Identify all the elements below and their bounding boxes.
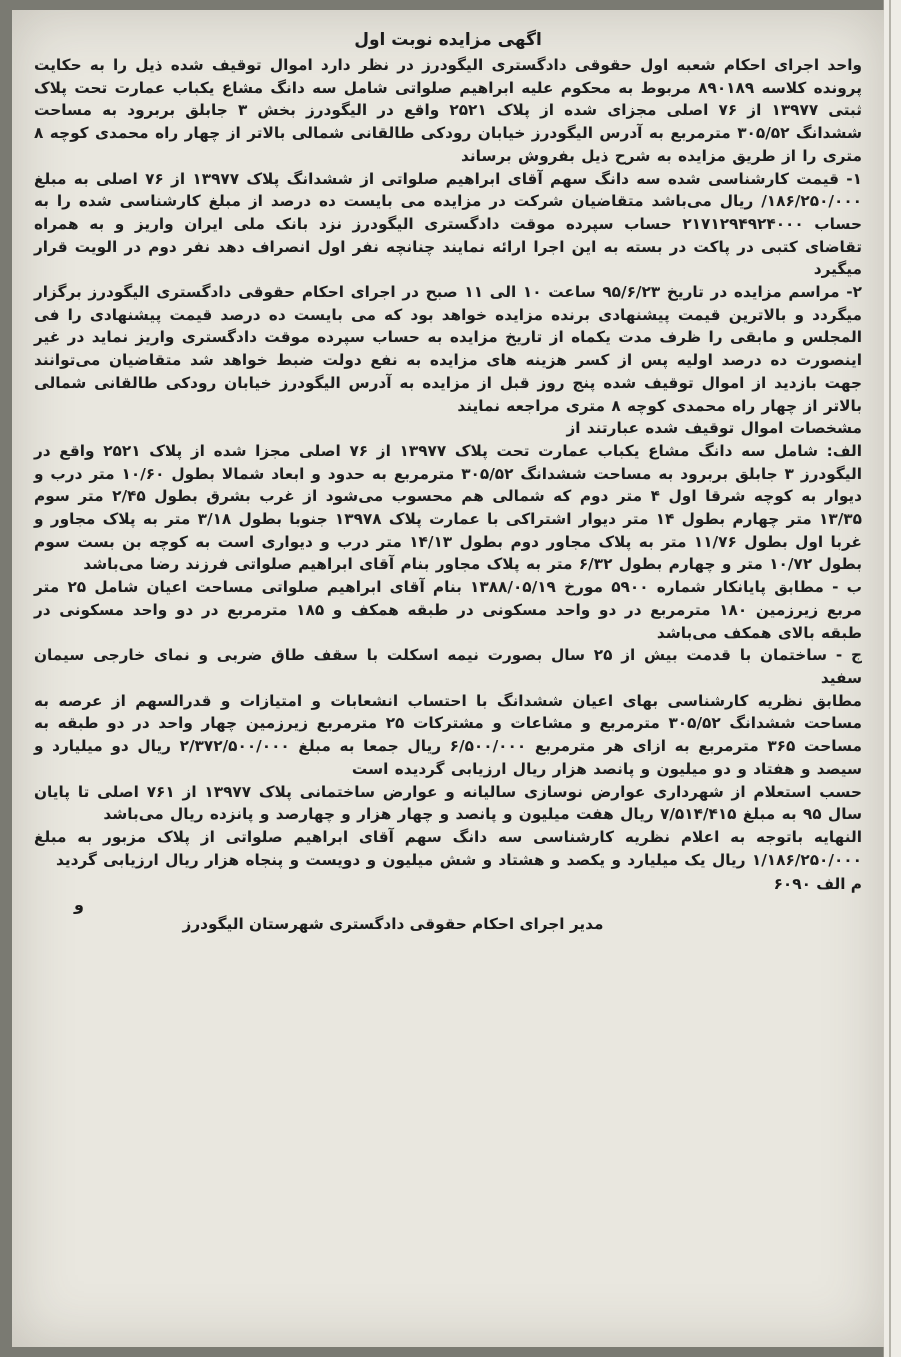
property-specs-heading: مشخصات اموال توقیف شده عبارتند از	[566, 419, 862, 438]
municipality-paragraph: حسب استعلام از شهرداری عوارض نوسازی سالیانه و عوارض ساختمانی پلاک ۱۳۹۷۷ از ۷۶۱ اصلی تا پایان سال ۹۵ به مبلغ ۷/۵۱۴/۴۱۵ ریال هفت میلیون و پانصد و چهار هزار و چهارصد و پانزده ریال می‌باشد	[34, 782, 862, 824]
clause-2-paragraph: ۲- مراسم مزایده در تاریخ ۹۵/۶/۲۳ ساعت ۱۰ الی ۱۱ صبح در اجرای احکام حقوقی دادگستری الیگودرز برگزار میگردد و بالاترین قیمت پیشنهادی برنده مزایده خواهد بود که می بایست ده درصد قیمت پیشنهادی را فی المجلس و مابقی را ظرف مدت یکماه از تاریخ مزایده به حساب سپرده موقت دادگستری واریز نماید در غیر اینصورت ده درصد اولیه پس از کسر هزینه های مزایده به نفع دولت ضبط خواهد شد متقاضیان می‌توانند جهت بازدید از اموال توقیف شده پنج روز قبل از مزایده به آدرس الیگودرز خیابان رودکی طالقانی شمالی بالاتر از چهار راه محمدی کوچه ۸ متری مراجعه نمایند	[34, 283, 862, 415]
clause-be-paragraph: ب - مطابق پایانکار شماره ۵۹۰۰ مورخ ۱۳۸۸/۰۵/۱۹ بنام آقای ابراهیم صلواتی مساحت اعیان شامل ۲۵ متر مربع زیرزمین ۱۸۰ مترمربع در دو واحد مسکونی در طبقه همکف و ۱۸۵ مترمربع در دو واحد مسکونی در طبقه بالای همکف می‌باشد	[34, 578, 863, 642]
signature-text: مدیر اجرای احکام حقوقی دادگستری شهرستان الیگودرز	[182, 915, 604, 934]
signature-block	[34, 895, 862, 939]
valuation-paragraph: مطابق نظریه کارشناسی بهای اعیان ششدانگ با احتساب انشعابات و امتیازات و قدرالسهم از عرصه به مساحت ششدانگ ۳۰۵/۵۲ مترمربع و مشاعات و مشترکات ۲۵ مترمربع زیرزمین چهار واحد در دو طبقه به مساحت ۳۶۵ مترمربع به ازای هر مترمربع ۶/۵۰۰/۰۰۰ ریال جمعا به مبلغ ۲/۳۷۲/۵۰۰/۰۰۰ ریال دو میلیارد و سیصد و هفتاد و دو میلیون و پانصد هزار ریال ارزیابی گردیده است	[34, 691, 863, 778]
clause-1-paragraph: ۱- قیمت کارشناسی شده سه دانگ سهم آقای ابراهیم صلواتی از ششدانگ پلاک ۱۳۹۷۷ از ۷۶ اصلی به مبلغ ۱۸۶/۲۵۰/۰۰۰/ ریال می‌باشد متقاضیان شرکت در مزایده می بایست ده درصد از مبلغ کارشناسی شده را به حساب ۲۱۷۱۲۹۴۹۲۴۰۰۰ حساب سپرده موقت دادگستری الیگودرز نزد بانک ملی ایران واریز و به همراه تقاضای کتبی در پاکت در بسته به این اجرا ارائه نمایند چنانچه نفر اول انصراف دهد نفر دوم در الویت قرار میگیرد	[34, 169, 863, 279]
notice-title: اگهی مزایده نوبت اول	[354, 30, 542, 50]
page-edge	[883, 0, 901, 1357]
intro-paragraph: واحد اجرای احکام شعبه اول حقوقی دادگستری الیگودرز در نظر دارد اموال توقیف شده ذیل را به حکایت پرونده کلاسه ۸۹۰۱۸۹ مربوط به محکوم علیه ابراهیم صلواتی شامل سه دانگ مشاع یکباب عمارت تحت پلاک ثبتی ۱۳۹۷۷ از ۷۶ اصلی مجزای شده از پلاک ۲۵۲۱ واقع در الیگودرز بخش ۳ جابلق بربرود به مساحت ششدانگ ۳۰۵/۵۲ مترمربع به آدرس الیگودرز خیابان رودکی طالقانی شمالی بالاتر از چهار راه محمدی کوچه ۸ متری را از طریق مزایده به شرح ذیل بفروش برساند	[34, 56, 863, 165]
clause-jim-paragraph: ج - ساختمان با قدمت بیش از ۲۵ سال بصورت نیمه اسکلت با سقف طاق ضربی و نمای خارجی سیمان سفید	[34, 646, 862, 687]
signature-initial: و	[74, 895, 84, 915]
clause-alef-paragraph: الف: شامل سه دانگ مشاع یکباب عمارت تحت پلاک ۱۳۹۷۷ از ۷۶ اصلی مجزا شده از پلاک ۲۵۲۱ واقع در الیگودرز ۳ جابلق بربرود به مساحت ششدانگ ۳۰۵/۵۲ مترمربع به حدود و ابعاد شمالا بطول ۱۰/۶۰ متر درب و دیوار به کوچه شرقا اول ۴ متر دوم که شمالی هم محسوب می‌شود از غرب بشرق بطول ۲/۴۵ متر سوم ۱۳/۳۵ متر چهارم بطول ۱۴ متر دیوار اشتراکی با عمارت پلاک ۱۳۹۷۸ جنوبا بطول ۳/۱۸ متر به پلاک مجاور و غربا اول بطول ۱۱/۷۶ متر به پلاک مجاور دوم بطول ۱۴/۱۳ متر درب و دیواری است به کوچه بن بست سوم بطول ۱۰/۷۲ متر و چهارم بطول ۶/۳۲ متر به پلاک مجاور بنام آقای ابراهیم صلواتی فرزند رضا می‌باشد	[34, 441, 863, 574]
newspaper-clipping	[12, 10, 884, 1347]
reference-code: م الف ۶۰۹۰	[773, 875, 862, 894]
final-valuation-paragraph: النهایه باتوجه به اعلام نظریه کارشناسی سه دانگ سهم آقای ابراهیم صلواتی از پلاک مزبور به مبلغ ۱/۱۸۶/۲۵۰/۰۰۰ ریال یک میلیارد و یکصد و هشتاد و شش میلیون و دویست و پنجاه هزار ریال ارزیابی گردید	[34, 827, 862, 869]
